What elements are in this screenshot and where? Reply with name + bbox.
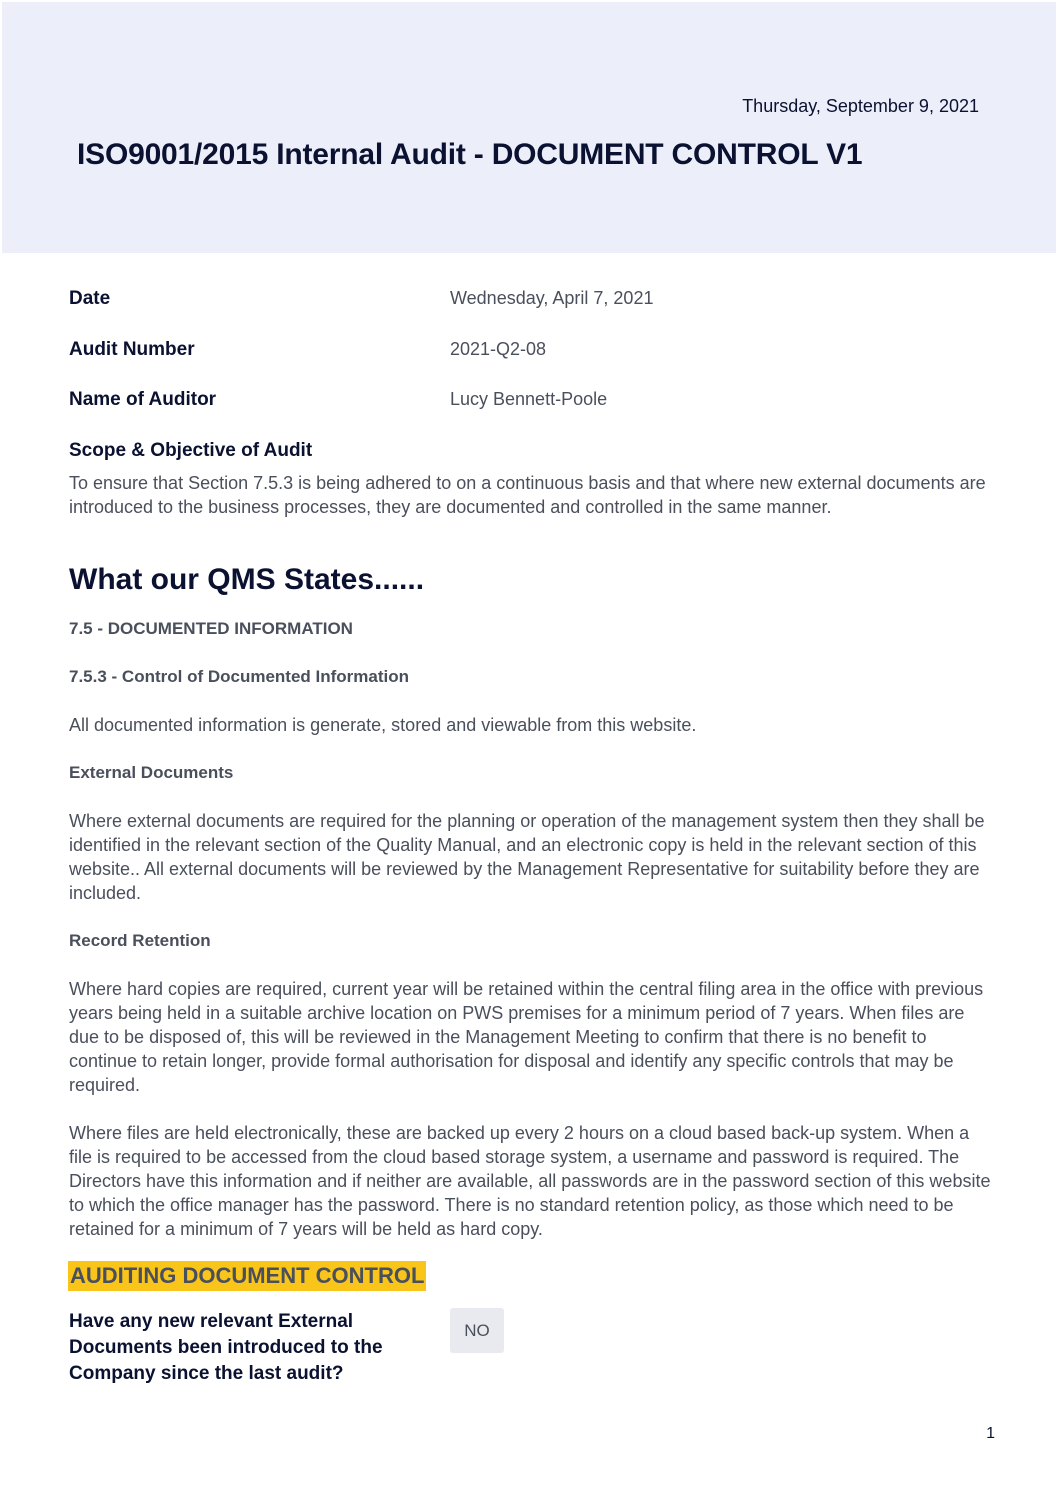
date-label: Date xyxy=(69,288,111,309)
audit-number-value: 2021-Q2-08 xyxy=(450,339,547,359)
auditor-label: Name of Auditor xyxy=(69,389,217,410)
record-retention-text-2: Where files are held electronically, these are backed up every 2 hours on a cloud based back-up system. When a file is required to be accessed from the cloud based storage system, a username and password is required. The Directors have this information and if neither are available, all passwords are in the password section of this website to which the office manager has the password. There is no standard retention policy, as those which need to be retained for a minimum of 7 years will be held as hard copy. xyxy=(69,1123,991,1239)
qms-intro: All documented information is generate, stored and viewable from this website. xyxy=(69,715,697,735)
report-date: Thursday, September 9, 2021 xyxy=(742,96,979,116)
audit-number-label: Audit Number xyxy=(69,339,195,360)
external-documents-text: Where external documents are required for the planning or operation of the management system then they shall be identified in the relevant section of the Quality Manual, and an electronic copy is held in the relevant section of this website.. All external documents will be reviewed by the Management Representative for suitability before they are included. xyxy=(69,811,985,903)
date-value: Wednesday, April 7, 2021 xyxy=(450,288,654,308)
auditor-value: Lucy Bennett-Poole xyxy=(450,389,608,409)
scope-text: To ensure that Section 7.5.3 is being adhered to on a continuous basis and that where new external documents are introduced to the business processes, they are documented and controlled in the same manner. xyxy=(69,473,986,517)
qms-heading: What our QMS States...... xyxy=(69,563,425,596)
audit-answer-badge: NO xyxy=(450,1308,504,1353)
record-retention-heading: Record Retention xyxy=(69,931,211,950)
section-7-5-heading: 7.5 - DOCUMENTED INFORMATION xyxy=(69,619,353,638)
auditing-heading: AUDITING DOCUMENT CONTROL xyxy=(68,1261,426,1291)
page-number: 1 xyxy=(986,1425,995,1442)
report-title: ISO9001/2015 Internal Audit - DOCUMENT CONTROL V1 xyxy=(77,138,863,171)
report-header xyxy=(2,2,1056,253)
external-documents-heading: External Documents xyxy=(69,763,234,782)
scope-title: Scope & Objective of Audit xyxy=(69,440,313,461)
info-row-audit-number xyxy=(69,339,989,365)
audit-question: Have any new relevant External Documents been introduced to the Company since the last audit? xyxy=(69,1311,383,1384)
record-retention-text-1: Where hard copies are required, current year will be retained within the central filing area in the office with previous years being held in a suitable archive location on PWS premises for a minimum period of 7 years. When files are due to be disposed of, this will be reviewed in the Management Meeting to confirm that there is no benefit to continue to retain longer, provide formal authorisation for disposal and identify any specific controls that may be required. xyxy=(69,979,984,1095)
info-row-auditor xyxy=(69,389,989,415)
info-row-date xyxy=(69,288,989,314)
section-7-5-3-heading: 7.5.3 - Control of Documented Information xyxy=(69,667,410,686)
